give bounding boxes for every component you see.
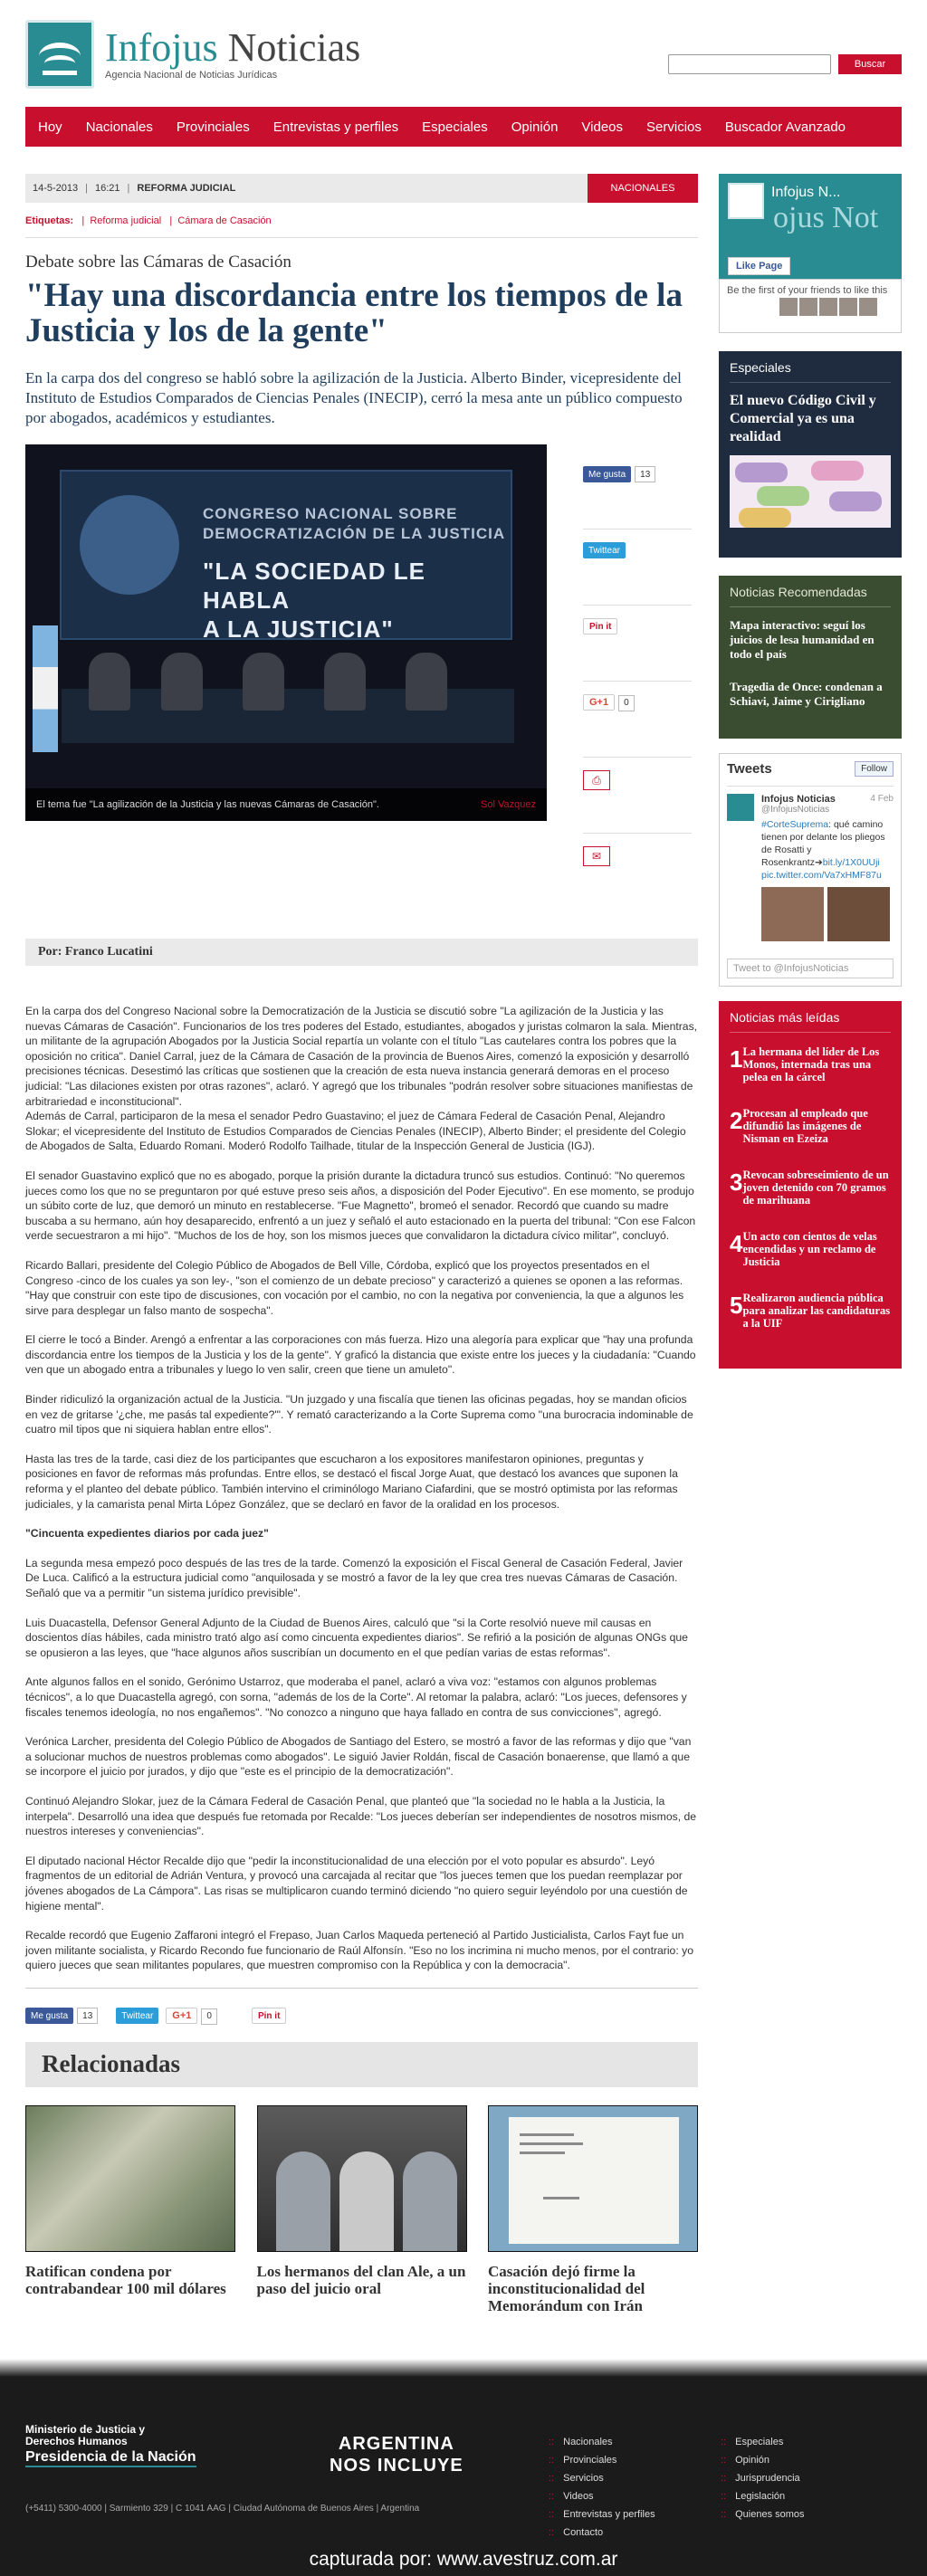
article-meta: 14-5-2013 | 16:21 | REFORMA JUDICIAL NACIONALES	[25, 174, 698, 203]
google-plus-count: 0	[201, 2008, 217, 2025]
nav-item-hoy[interactable]: Hoy	[38, 119, 62, 135]
nav-item-nacionales[interactable]: Nacionales	[85, 119, 153, 135]
paragraph: Ante algunos fallos en el sonido, Gerónimo Ustarroz, que moderaba el panel, aclaró a viva voz: "estamos con algunos problemas técnicos", a lo que Duacastella agregó, con sorna, "además de los de la Corte". Al retomar la palabra, aclaró: "Los jueces, defensores y fiscales tenemos ideología, no nos engañemos". "No conozco a ninguno que haya fallado en contra de sus convicciones", agregó.	[25, 1675, 687, 1719]
article-section[interactable]: REFORMA JUDICIAL	[137, 183, 236, 194]
footer-link[interactable]: :: Servicios	[549, 2469, 655, 2487]
footer-link[interactable]: :: Opinión	[721, 2451, 805, 2469]
share-column	[583, 444, 692, 922]
paragraph: El senador Guastavino explicó que no es abogado, porque la prisión durante la dictadura truncó sus estudios. Continuó: "No queremos jueces como los que no se preguntaron por qué estuve preso seis años, a disposición del Poder Ejecutivo". En ese momento, se produjo un súbito corte de luz, que demoró un minuto en restablecerse. "Fue Magnetto", bromeó el senador. Recordó que cuando su madre buscaba a su hermano, aún hoy desaparecido, enfrentó a un juez y señaló el auto estacionado en la puerta del tribunal: "Con ese Falcon verde secuestraron a mi hijo". "Muchos de los de hoy, son los mismos jueces que convalidaron la dictadura cívico militar", concluyó.	[25, 1169, 696, 1243]
tag-link[interactable]: Reforma judicial	[90, 215, 162, 226]
footer-link[interactable]: :: Especiales	[721, 2433, 805, 2451]
sidebar	[719, 174, 902, 2314]
pinterest-button[interactable]: Pin it	[583, 618, 617, 634]
paragraph: Binder ridiculizó la organización actual de la Justicia. "Un juzgado y una fiscalía que tienen las oficinas pegadas, hoy se mandan oficios en vez de gritarse '¿che, me pasás tal expediente?'". Y remató caracterizando a la Corte Suprema como "una burocracia indominable de cuatro mil tipos que ni siquiera hablan entre ellos".	[25, 1393, 693, 1436]
footer-address: (+5411) 5300-4000 | Sarmiento 329 | C 1041 AAG | Ciudad Autónoma de Buenos Aires | Argentina	[25, 2504, 420, 2514]
article-lead: En la carpa dos del congreso se habló sobre la agilización de la Justicia. Alberto Binder, vicepresidente del Instituto de Estudios Comparados de Ciencias Penales (INECIP), cerró la mesa ante un público compuesto por abogados, académicos y estudiantes.	[25, 369, 683, 426]
tweet-input[interactable]: Tweet to @InfojusNoticias	[727, 959, 894, 978]
related-heading: Relacionadas	[25, 2042, 698, 2087]
related-card[interactable]	[257, 2105, 467, 2314]
print-icon[interactable]: ⎙	[583, 770, 610, 790]
footer-ministry[interactable]: Ministerio de Justicia y Derechos Humanos	[25, 2423, 146, 2447]
related-title[interactable]: Ratifican condena por contrabandear 100 mil dólares	[25, 2262, 226, 2297]
email-icon[interactable]: ✉	[583, 846, 610, 866]
paragraph: Continuó Alejandro Slokar, juez de la Cámara Federal de Casación Penal, que planteó que "la sociedad no le habla a la Justicia, la interpela". Desarrolló una idea que después fue retomada por Recalde: "Los jueces deberían ser independientes de nosotros mismos, de nuestros intereses y conveniencias".	[25, 1794, 697, 1838]
facebook-like-button[interactable]: Me gusta	[583, 466, 631, 482]
footer-link[interactable]: :: Contacto	[549, 2524, 655, 2542]
recomendada-item[interactable]: Mapa interactivo: seguí los juicios de lesa humanidad en todo el país	[730, 618, 874, 661]
fb-like-page-button[interactable]: Like Page	[728, 257, 790, 275]
related-image[interactable]	[257, 2105, 467, 2252]
especiales-widget	[719, 351, 902, 558]
nav-item-entrevistas[interactable]: Entrevistas y perfiles	[272, 119, 399, 135]
fb-page-name[interactable]: Infojus N...	[771, 185, 841, 200]
tweet-account[interactable]: Infojus Noticias	[761, 794, 836, 805]
related-card[interactable]	[488, 2105, 698, 2314]
footer-presidencia[interactable]: Presidencia de la Nación	[25, 2449, 196, 2467]
paragraph: El diputado nacional Héctor Recalde dijo que "pedir la inconstitucionalidad de una elección por el voto popular es absurdo". Leyó fragmentos de un editorial de Adrián Ventura, y provocó una carcajada al recitar que "los jueces temen que los puedan reemplazar por jóvenes abogados de La Cámpora". Las risas se multiplicaron cuando terminó diciendo "no quiero seguir leyéndolo por una cuestión de higiene mental".	[25, 1854, 688, 1913]
tag-link[interactable]: Cámara de Casación	[177, 215, 272, 226]
mas-leidas-item[interactable]: 5 Realizaron audiencia pública para analizar las candidaturas a la UIF	[730, 1292, 891, 1330]
capture-watermark: capturada por: www.avestruz.com.ar	[309, 2549, 618, 2570]
mas-leidas-widget	[719, 1001, 902, 1369]
paragraph: La segunda mesa empezó poco después de las tres de la tarde. Comenzó la exposición el Fiscal General de Casación Federal, Javier De Luca. Calificó a la estructura judicial como "anquilosada y se mostró a favor de la ley que crea tres nuevas Cámaras de Casación. Señaló que va a permitir "un sistema jurídico previsible".	[25, 1556, 683, 1599]
related-title[interactable]: Casación dejó firme la inconstitucionalidad del Memorándum con Irán	[488, 2262, 645, 2314]
main-nav	[25, 107, 902, 147]
related-list	[25, 2105, 698, 2314]
search-bar	[668, 54, 902, 74]
related-image[interactable]	[488, 2105, 698, 2252]
photo-caption: El tema fue "La agilización de la Justicia y las nuevas Cámaras de Casación". Sol Vazquez	[25, 788, 547, 821]
twitter-follow-button[interactable]: Follow	[855, 761, 894, 777]
mas-leidas-item[interactable]: 1 La hermana del líder de Los Monos, internada tras una pelea en la cárcel	[730, 1045, 880, 1083]
nav-item-provinciales[interactable]: Provinciales	[176, 119, 250, 135]
footer-link[interactable]: :: Quienes somos	[721, 2505, 805, 2524]
paragraph: El cierre le tocó a Binder. Arengó a enfrentar a las corporaciones con más fuerza. Hizo una alegoría para explicar que "hay una profunda discordancia entre los tiempos de la Justicia y los de la gente". Y graficó la distancia que existe entre los jueces y la ciudadanía: "Cuando ven que un abogado entra a tribunales y luego lo ven salir, creen que tiene un amuleto".	[25, 1333, 696, 1377]
logo-icon	[25, 20, 94, 89]
twitter-widget	[719, 753, 902, 987]
google-plus-button[interactable]: G+1	[583, 694, 615, 711]
mas-leidas-item[interactable]: 2 Procesan al empleado que difundió las imágenes de Nisman en Ezeiza	[730, 1107, 868, 1145]
avatar[interactable]	[727, 794, 754, 821]
twitter-button[interactable]: Twittear	[583, 542, 626, 558]
footer-link[interactable]: :: Jurisprudencia	[721, 2469, 805, 2487]
paragraph: Verónica Larcher, presidenta del Colegio Público de Abogados de Santiago del Estero, se mostró a favor de las reformas y dijo que "van a solucionar muchos de nuestros problemas como abogados". Le siguió Javier Roldán, fiscal de Casación bonaerense, que llamó a que se incorpore el juicio por jurados, y dijo que "este es el principio de la democratización".	[25, 1735, 692, 1779]
footer-link[interactable]: :: Provinciales	[549, 2451, 655, 2469]
logo-subtitle: Agencia Nacional de Noticias Jurídicas	[105, 70, 278, 81]
search-input[interactable]	[668, 54, 831, 74]
mas-leidas-item[interactable]: 4 Un acto con cientos de velas encendidas y un reclamo de Justicia	[730, 1230, 877, 1268]
photo-credit: Sol Vazquez	[481, 799, 536, 810]
nav-item-especiales[interactable]: Especiales	[422, 119, 488, 135]
recomendadas-heading: Noticias Recomendadas	[730, 585, 891, 607]
article-photo[interactable]	[25, 444, 547, 821]
related-title[interactable]: Los hermanos del clan Ale, a un paso del juicio oral	[256, 2262, 466, 2297]
facebook-like-count: 13	[635, 466, 655, 482]
footer-argentina-logo: ARGENTINA NOS INCLUYE	[330, 2434, 464, 2476]
recomendada-item[interactable]: Tragedia de Once: condenan a Schiavi, Jaime y Cirigliano	[730, 680, 883, 708]
facebook-widget: Infojus N... ojus Not Like Page Be the first of your friends to like this	[719, 174, 902, 333]
search-button[interactable]: Buscar	[838, 54, 902, 74]
article-time: 16:21	[95, 183, 120, 194]
subheading: "Cincuenta expedientes diarios por cada juez"	[25, 1527, 269, 1541]
tweet-text: #CorteSuprema: qué camino tienen por delante los pliegos de Rosatti y Rosenkrantz➔bit.ly/1X0UUji pic.twitter.com/Va7xHMF87u	[761, 819, 885, 881]
especiales-image[interactable]	[730, 455, 891, 528]
facebook-like-button[interactable]: Me gusta	[25, 2008, 73, 2024]
article-body	[25, 1004, 698, 1973]
facebook-like-count: 13	[77, 2008, 98, 2024]
google-plus-count: 0	[618, 695, 635, 711]
logo-title: Infojus Noticias	[105, 25, 361, 70]
footer-link[interactable]: :: Videos	[549, 2487, 655, 2505]
site-logo[interactable]	[25, 20, 360, 89]
tags: Etiquetas: | Reforma judicial | Cámara de Casación	[25, 215, 698, 238]
fb-friends-text: Be the first of your friends to like this	[727, 285, 888, 296]
paragraph: Luis Duacastella, Defensor General Adjunto de la Ciudad de Buenos Aires, calculó que "si la Corte resolvió nueve mil causas en doscientos días hábiles, cada ministro trató algo así como cincuenta expedientes diarios". Se refirió a la posición de algunas ONGs que se opusieron a las leyes, que "hace algunos años suscribían un documento en el que pedían varias de estas reformas".	[25, 1616, 688, 1659]
footer-links-col2	[721, 2433, 805, 2524]
footer-link[interactable]: :: Legislación	[721, 2487, 805, 2505]
footer-links-col1	[549, 2433, 655, 2542]
article-headline: "Hay una discordancia entre los tiempos de la Justicia y los de la gente"	[25, 277, 683, 349]
pinterest-button[interactable]: Pin it	[252, 2008, 286, 2024]
nav-item-opinion[interactable]: Opinión	[511, 119, 559, 135]
tweet-date: 4 Feb	[870, 794, 894, 804]
paragraph: Además de Carral, participaron de la mesa el senador Pedro Guastavino; el juez de Cámara Federal de Casación Penal, Alejandro Slokar; el vicepresidente del Instituto de Estudios Comparados de Ciencias Penales (INECIP), Alberto Binder; el presidente del Colegio de Abogados de Salta, Eduardo Romani. Moderó Rodolfo Tailhade, titular de la Inspección General de Justicia (IGJ).	[25, 1110, 686, 1153]
logo-icon	[728, 183, 764, 219]
paragraph: En la carpa dos del Congreso Nacional sobre la Democratización de la Justicia se discutió sobre "La agilización de la Justicia y las nuevas Cámaras de Casación". Funcionarios de los tres poderes del Estado, estudiantes, abogados y juristas colmaron la sala. Mientras, un militante de la agrupación Abogados por la Justicia Social repartía un volante con el título "Las cautelares contra los pobres que la oposición no critica". Daniel Carral, juez de la Cámara de Casación de la provincia de Buenos Aires, comenzó la exposición y desarrolló precisiones técnicas. Desestimó las críticas que sostienen que la creación de esta nueva instancia generará demoras en el proceso judicial: "Las dilaciones existen por otras razones", aclaró. Y agregó que los tribunales "podrán resolver sobre situaciones manifiestas de arbitrariedad e inconstitucional".	[25, 1005, 698, 1108]
paragraph: Ricardo Ballari, presidente del Colegio Público de Abogados de Bell Ville, Córdoba, explicó que los proyectos presentados en el Congreso -cinco de los cuales ya son ley-, "son el comienzo de un debate precioso" y caracterizó a quienes se oponen a las reformas. "Hay que construir con este tipo de discusiones, con vocación por el cambio, no con la negativa por conveniencia, la que a algunos les sirve para desplegar un falso manto de sospecha".	[25, 1258, 684, 1317]
photo-screen: CONGRESO NACIONAL SOBRE DEMOCRATIZACIÓN DE LA JUSTICIA "LA SOCIEDAD LE HABLA A LA JUSTICIA"	[60, 470, 512, 640]
footer	[0, 2377, 927, 2576]
paragraph: Recalde recordó que Eugenio Zaffaroni integró el Frepaso, Juan Carlos Maqueda perteneció al Partido Justicialista, Carlos Fayt fue un joven militante socialista, y Ricardo Recondo fue funcionario de Raúl Alfonsín. "Eso no los incrimina ni mucho menos, por el contrario: yo quiero jueces que sean militantes populares, que muestren compromiso con la República y con la democracia".	[25, 1929, 693, 1972]
related-image[interactable]	[25, 2105, 235, 2252]
tags-label: Etiquetas:	[25, 215, 74, 226]
article	[25, 174, 698, 2314]
related-card[interactable]	[25, 2105, 235, 2314]
mas-leidas-heading: Noticias más leídas	[730, 1010, 891, 1033]
article-author: Por: Franco Lucatini	[25, 939, 698, 966]
especiales-title[interactable]: El nuevo Código Civil y Comercial ya es una realidad	[730, 393, 876, 444]
footer-link[interactable]: :: Nacionales	[549, 2433, 655, 2451]
mas-leidas-item[interactable]: 3 Revocan sobreseimiento de un joven detenido con 70 gramos de marihuana	[730, 1169, 889, 1207]
especiales-heading: Especiales	[730, 360, 891, 383]
share-bar-bottom	[25, 1988, 698, 2024]
tweets-heading: Tweets	[727, 761, 772, 777]
nav-item-servicios[interactable]: Servicios	[646, 119, 702, 135]
twitter-button[interactable]: Twittear	[116, 2008, 158, 2024]
tweet	[727, 786, 894, 949]
recomendadas-widget	[719, 576, 902, 739]
page	[25, 0, 902, 2314]
footer-link[interactable]: :: Entrevistas y perfiles	[549, 2505, 655, 2524]
nav-item-buscador[interactable]: Buscador Avanzado	[724, 119, 846, 135]
tweet-handle: @InfojusNoticias	[761, 805, 830, 815]
section-tag[interactable]: NACIONALES	[588, 174, 698, 203]
header	[25, 0, 902, 100]
google-plus-button[interactable]: G+1	[166, 2008, 197, 2024]
article-date: 14-5-2013	[33, 183, 79, 194]
paragraph: Hasta las tres de la tarde, casi diez de los participantes que escucharon a los expositores manifestaron opiniones, preguntas y posiciones en favor de reformas más profundas. Entre ellos, se destacó el fiscal Jorge Auat, que destacó los avances que suponen la reforma y el planteo del debate público. También intervino el criminólogo Mariano Ciafardini, que se mostró optimista por las reformas judiciales, y la camarista penal Mirta López González, que se declaró en favor de la oralidad en los procesos.	[25, 1452, 678, 1511]
tweet-media[interactable]	[761, 887, 894, 941]
article-kicker: Debate sobre las Cámaras de Casación	[25, 253, 291, 272]
nav-item-videos[interactable]: Videos	[581, 119, 624, 135]
